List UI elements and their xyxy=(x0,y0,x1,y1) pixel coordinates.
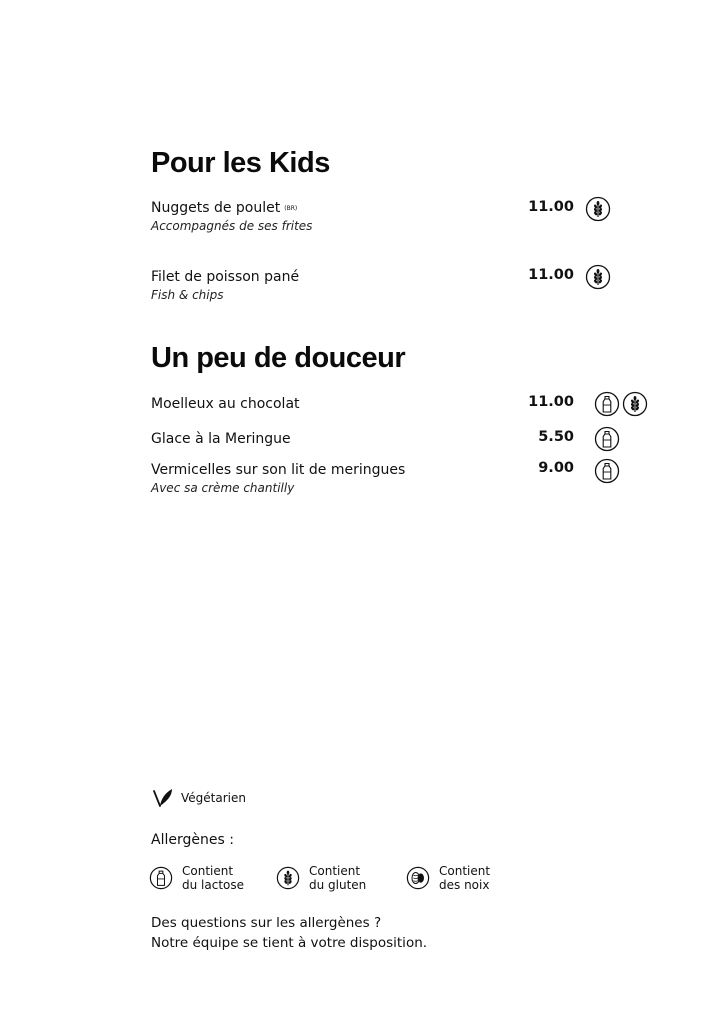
legend-nuts xyxy=(439,864,490,892)
wheat-icon xyxy=(585,264,611,290)
menu-item-description: Accompagnés de ses frites xyxy=(151,219,313,233)
wheat-icon xyxy=(622,391,648,417)
menu-item-name: Glace à la Meringue xyxy=(151,431,291,447)
milk-bottle-icon xyxy=(149,866,173,890)
leaf-v-icon xyxy=(152,787,174,809)
item-tag: (BR) xyxy=(284,204,298,212)
wheat-icon xyxy=(585,196,611,222)
vegetarian-label: Végétarien xyxy=(181,791,246,805)
menu-item-price: 11.00 xyxy=(528,199,574,215)
legend-gluten-line2: du gluten xyxy=(309,878,367,892)
menu-item-name xyxy=(151,200,297,216)
legend-nuts-line1: Contient xyxy=(439,864,491,878)
section-title-kids: Pour les Kids xyxy=(151,147,330,179)
legend-gluten xyxy=(309,864,366,892)
menu-item-name: Moelleux au chocolat xyxy=(151,396,300,412)
legend-gluten-line1: Contient xyxy=(309,864,361,878)
menu-item-price: 11.00 xyxy=(528,394,574,410)
nut-icon xyxy=(406,866,430,890)
section-title-dessert: Un peu de douceur xyxy=(151,342,406,374)
menu-item-price: 9.00 xyxy=(538,460,574,476)
milk-bottle-icon xyxy=(594,391,620,417)
allergen-info-line2: Notre équipe se tient à votre disposition. xyxy=(151,935,428,951)
legend-lactose xyxy=(182,864,244,892)
legend-lactose-line2: du lactose xyxy=(182,878,245,892)
milk-bottle-icon xyxy=(594,426,620,452)
menu-item-description: Fish & chips xyxy=(151,288,224,302)
menu-item-description: Avec sa crème chantilly xyxy=(151,481,295,495)
item-name-text: Nuggets de poulet xyxy=(151,200,281,216)
allergen-info-line1: Des questions sur les allergènes ? xyxy=(151,915,382,931)
legend-nuts-line2: des noix xyxy=(439,878,490,892)
wheat-icon xyxy=(276,866,300,890)
legend-lactose-line1: Contient xyxy=(182,864,234,878)
allergen-info xyxy=(151,913,427,953)
milk-bottle-icon xyxy=(594,458,620,484)
menu-item-price: 5.50 xyxy=(538,429,574,445)
menu-item-name: Vermicelles sur son lit de meringues xyxy=(151,462,406,478)
menu-item-name: Filet de poisson pané xyxy=(151,269,300,285)
menu-item-price: 11.00 xyxy=(528,267,574,283)
allergens-title: Allergènes : xyxy=(151,832,234,848)
